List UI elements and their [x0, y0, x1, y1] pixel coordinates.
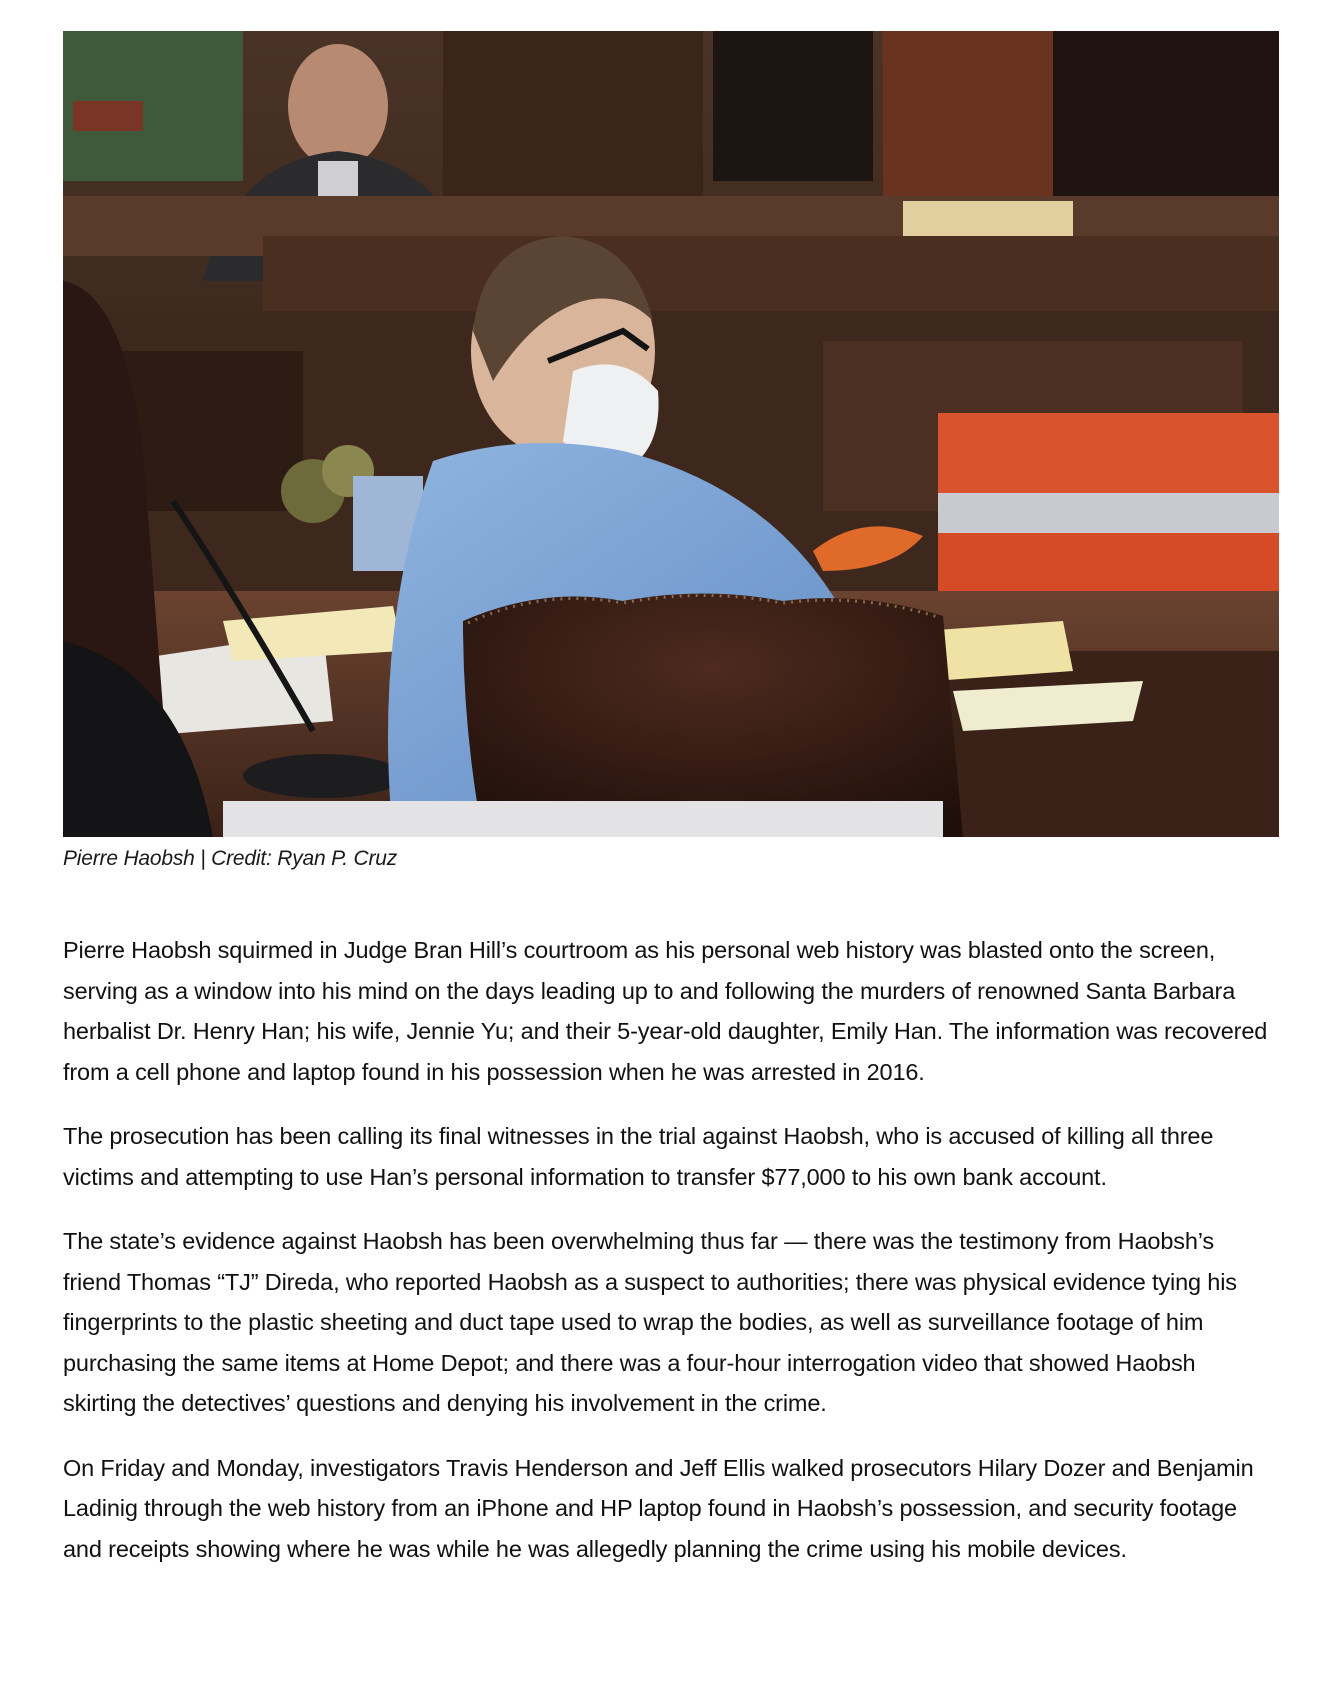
photo-caption	[63, 847, 397, 871]
caption-separator: |	[194, 847, 212, 870]
caption-credit: Credit: Ryan P. Cruz	[211, 847, 398, 870]
article-body	[63, 930, 1273, 1593]
article-paragraph: The prosecution has been calling its final witnesses in the trial against Haobsh, who is accused of killing all three victims and attempting to use Han’s personal information to transfer $77,000 to his own bank account.	[63, 1123, 1214, 1190]
courtroom-photo	[63, 31, 1279, 837]
caption-subject: Pierre Haobsh	[63, 847, 195, 870]
article-paragraph: On Friday and Monday, investigators Travis Henderson and Jeff Ellis walked prosecutors Hilary Dozer and Benjamin Ladinig through the web history from an iPhone and HP laptop found in Haobsh’s possession, and security footage and receipts showing where he was while he was allegedly planning the crime using his mobile devices.	[63, 1454, 1254, 1562]
article-paragraph: Pierre Haobsh squirmed in Judge Bran Hill’s courtroom as his personal web history was blasted onto the screen, serving as a window into his mind on the days leading up to and following the murders of renowned Santa Barbara herbalist Dr. Henry Han; his wife, Jennie Yu; and their 5-year-old daughter, Emily Han. The information was recovered from a cell phone and laptop found in his possession when he was arrested in 2016.	[63, 937, 1268, 1085]
article-paragraph: The state’s evidence against Haobsh has been overwhelming thus far — there was the testimony from Haobsh’s friend Thomas “TJ” Direda, who reported Haobsh as a suspect to authorities; there was physical evidence tying his fingerprints to the plastic sheeting and duct tape used to wrap the bodies, as well as surveillance footage of him purchasing the same items at Home Depot; and there was a four-hour interrogation video that showed Haobsh skirting the detectives’ questions and denying his involvement in the crime.	[63, 1228, 1237, 1416]
article-photo	[63, 31, 1279, 837]
